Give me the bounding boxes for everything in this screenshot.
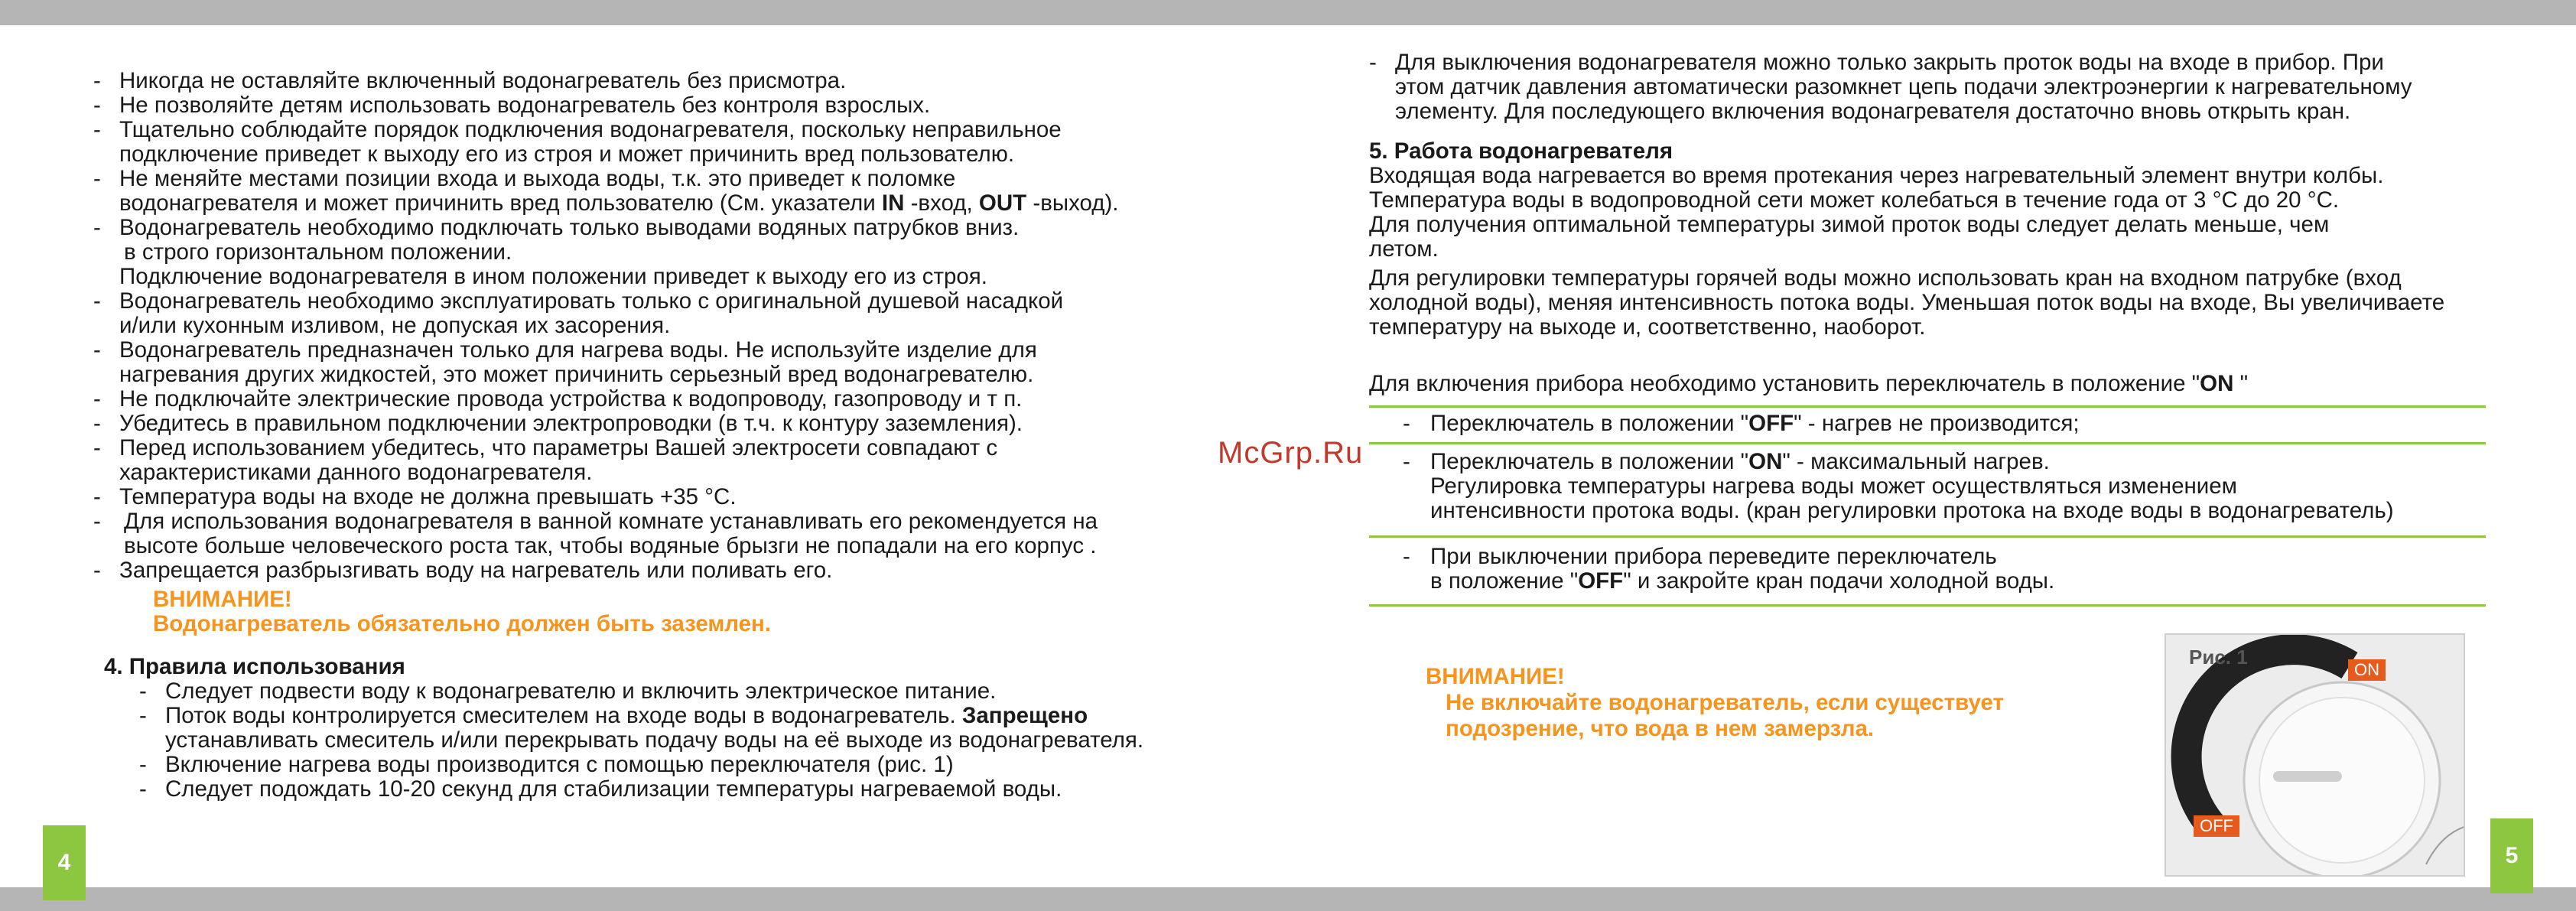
list-item: - Никогда не оставляйте включенный водонагреватель без присмотра.	[93, 68, 847, 93]
figure-label: Рис. 1	[2189, 646, 2248, 669]
list-item: - Не позволяйте детям использовать водонагреватель без контроля взрослых.	[93, 93, 931, 118]
section-5-paragraph: Входящая вода нагревается во время протекания через нагревательный элемент внутри колбы. Температура воды в водопроводной сети может колебаться в течение года от 3 °С до 20 °С. Для получения оптимальной температуры зимой проток воды следует делать меньше, чем летом.	[1369, 163, 2384, 262]
list-item: - Следует подождать 10-20 секунд для стабилизации температуры нагреваемой воды.	[139, 776, 1062, 802]
divider	[1369, 442, 2486, 444]
switch-knob-illustration	[2166, 635, 2465, 877]
right-warning: ВНИМАНИЕ! Не включайте водонагреватель, если существует подозрение, что вода в нем замерзла.	[1426, 664, 2004, 741]
warning-title: ВНИМАНИЕ!	[153, 587, 292, 612]
warning-text: Водонагреватель обязательно должен быть заземлен.	[153, 611, 772, 636]
section-5-title: 5. Работа водонагревателя	[1369, 138, 1673, 164]
right-column	[1369, 50, 2493, 396]
on-label: ON	[2348, 659, 2386, 681]
list-item: - Убедитесь в правильном подключении электропроводки (в т.ч. к контуру заземления).	[93, 411, 1023, 436]
list-item: - Водонагреватель предназначен только для нагрева воды. Не используйте изделие для нагревания других жидкостей, это может причинить серьезный вред водонагревателю.	[93, 337, 1037, 387]
off-row: - Переключатель в положении "OFF" - нагрев не производится;	[1403, 411, 2080, 436]
list-item: - Температура воды на входе не должна превышать +35 °С.	[93, 484, 737, 509]
left-column	[86, 69, 1309, 802]
list-item: - Следует подвести воду к водонагревателю и включить электрическое питание.	[139, 678, 997, 704]
in-out-line: водонагревателя и может причинить вред пользователю (См. указатели IN -вход, OUT -выход).	[119, 190, 1119, 216]
section-5-paragraph: Для регулировки температуры горячей воды можно использовать кран на входном патрубке (вход холодной воды), меняя интенсивность потока воды. Уменьшая поток воды на входе, Вы увеличиваете температуру на выходе и, соответственно, наоборот.	[1369, 265, 2445, 340]
bottom-bar	[0, 887, 2576, 911]
watermark: McGrp.Ru	[1218, 436, 1364, 470]
section-4-title: 4. Правила использования	[104, 654, 405, 679]
list-item: - Тщательно соблюдайте порядок подключения водонагревателя, поскольку неправильное подключение приведет к выходу его из строя и может причинить вред пользователю.	[93, 117, 1062, 167]
page-number-right: 5	[2490, 818, 2533, 893]
switch-figure	[2165, 633, 2465, 877]
divider	[1369, 604, 2486, 607]
list-item: - Запрещается разбрызгивать воду на нагреватель или поливать его.	[93, 558, 833, 583]
switch-intro: Для включения прибора необходимо установить переключатель в положение "ON "	[1369, 371, 2249, 396]
list-item: - Для использования водонагревателя в ванной комнате устанавливать его рекомендуется на высоте больше человеческого роста так, чтобы водяные брызги не попадали на его корпус .	[93, 509, 1098, 558]
on-row: - Переключатель в положении "ON" - максимальный нагрев. Регулировка температуры нагрева воды может осуществляться изменением интенсивности протока воды. (кран регулировки протока на входе воды в водонагреватель)	[1403, 449, 2394, 523]
divider	[1369, 405, 2486, 408]
page-number-left: 4	[43, 825, 86, 900]
off-label: OFF	[2194, 815, 2239, 837]
list-item: - Водонагреватель необходимо эксплуатировать только с оригинальной душевой насадкой и/или кухонным изливом, не допуская их засорения.	[93, 288, 1064, 338]
list-item: - Не меняйте местами позиции входа и выхода воды, т.к. это приведет к поломке водонагревателя и может причинить вред пользователю (См. указатели IN -вход, OUT -выход).	[86, 167, 1309, 216]
shutdown-row: - При выключении прибора переведите переключатель в положение "OFF" и закройте кран подачи холодной воды.	[1403, 544, 2055, 594]
list-item: - Не подключайте электрические провода устройства к водопроводу, газопроводу и т п.	[93, 386, 1023, 412]
list-item: - Для выключения водонагревателя можно только закрыть проток воды на входе в прибор. При этом датчик давления автоматически разомкнет цепь подачи электроэнергии к нагревательному элементу. Для последующего включения водонагревателя достаточно вновь открыть кран.	[1369, 50, 2412, 124]
list-item: - Перед использованием убедитесь, что параметры Вашей электросети совпадают с характеристиками данного водонагревателя.	[93, 435, 998, 485]
top-bar	[0, 0, 2576, 25]
list-item: - Водонагреватель необходимо подключать только выводами водяных патрубков вниз. в строго горизонтальном положении. Подключение водонагревателя в ином положении приведет к выходу его из строя.	[93, 215, 1020, 289]
list-item: - Включение нагрева воды производится с помощью переключателя (рис. 1)	[139, 752, 954, 777]
divider	[1369, 535, 2486, 538]
list-item: - Поток воды контролируется смесителем на входе воды в водонагреватель. Запрещено устанавливать смеситель и/или перекрывать подачу воды на её выходе из водонагревателя.	[139, 703, 1144, 753]
